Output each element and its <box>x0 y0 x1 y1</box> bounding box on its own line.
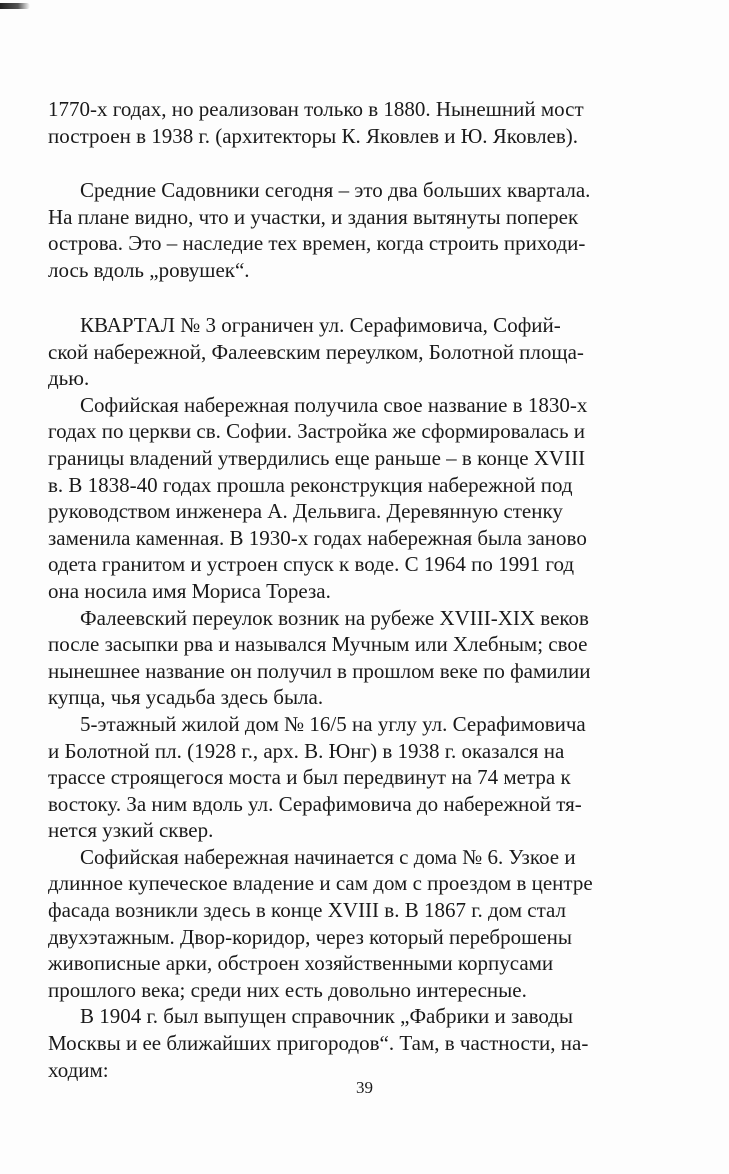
text-line: Москвы и ее ближайших пригородов“. Там, в частности, на- <box>48 1031 589 1056</box>
paragraph-5 <box>48 605 668 711</box>
text-block-top <box>48 96 668 149</box>
text-block-main <box>48 312 668 1083</box>
paragraph-8 <box>48 1003 668 1083</box>
scan-edge-mark <box>0 3 30 9</box>
text-line: после засыпки рва и назывался Мучным или Хлебным; свое <box>48 632 588 657</box>
paragraph-7 <box>48 844 668 1004</box>
text-line: нется узкий сквер. <box>48 818 214 843</box>
text-line: 1770-х годах, но реализован только в 1880. Нынешний мост <box>48 97 584 121</box>
text-line: построен в 1938 г. (архитекторы К. Яковлев и Ю. Яковлев). <box>48 123 579 148</box>
text-line: нынешнее название он получил в прошлом веке по фамилии <box>48 658 591 683</box>
text-line: КВАРТАЛ № 3 ограничен ул. Серафимовича, Софий- <box>80 313 561 337</box>
text-line: живописные арки, обстроен хозяйственными корпусами <box>48 951 554 976</box>
text-line: границы владений утвердились еще раньше – в конце XVIII <box>48 445 586 470</box>
text-line: востоку. За ним вдоль ул. Серафимовича до набережной тя- <box>48 791 582 816</box>
text-line: прошлого века; среди них есть довольно интересные. <box>48 977 527 1002</box>
paragraph-6 <box>48 711 668 844</box>
text-line: На плане видно, что и участки, и здания вытянуты поперек <box>48 204 579 229</box>
text-line: 5-этажный жилой дом № 16/5 на углу ул. Серафимовича <box>80 711 586 736</box>
text-line: Софийская набережная начинается с дома № 6. Узкое и <box>80 844 576 869</box>
text-line: острова. Это – наследие тех времен, когда строить приходи- <box>48 231 586 256</box>
paragraph-4 <box>48 392 668 605</box>
text-block-middle <box>48 177 668 283</box>
text-line: в. В 1838-40 годах прошла реконструкция набережной под <box>48 472 573 497</box>
text-line: длинное купеческое владение и сам дом с проездом в центре <box>48 871 593 896</box>
paragraph-3 <box>48 312 668 392</box>
text-line: Фалеевский переулок возник на рубеже XVIII-XIX веков <box>80 605 589 630</box>
text-line: ской набережной, Фалеевским переулком, Болотной площа- <box>48 339 584 364</box>
text-line: Софийская набережная получила свое название в 1830-х <box>80 392 588 417</box>
text-line: трассе строящегося моста и был передвинут на 74 метра к <box>48 765 571 790</box>
text-line: дью. <box>48 366 90 391</box>
text-line: заменила каменная. В 1930-х годах набережная была заново <box>48 525 587 550</box>
text-line: одета гранитом и устроен спуск к воде. С 1964 по 1991 год <box>48 552 575 577</box>
text-line: лось вдоль „ровушек“. <box>48 257 250 282</box>
text-line: Средние Садовники сегодня – это два больших квартала. <box>80 178 591 202</box>
paragraph-2 <box>48 177 668 283</box>
text-line: годах по церкви св. Софии. Застройка же сформировалась и <box>48 419 586 444</box>
text-line: и Болотной пл. (1928 г., арх. В. Юнг) в 1938 г. оказался на <box>48 738 565 763</box>
text-line: фасада возникли здесь в конце XVIII в. В 1867 г. дом стал <box>48 898 567 923</box>
text-line: она носила имя Мориса Тореза. <box>48 578 331 603</box>
text-line: В 1904 г. был выпущен справочник „Фабрики и заводы <box>80 1004 574 1029</box>
text-line: двухэтажным. Двор-коридор, через который переброшены <box>48 924 572 949</box>
page-number: 39 <box>356 1078 373 1097</box>
text-line: купца, чья усадьба здесь была. <box>48 685 324 710</box>
text-line: руководством инженера А. Дельвига. Деревянную стенку <box>48 499 563 524</box>
text-line: ходим: <box>48 1057 109 1082</box>
paragraph-1 <box>48 96 668 149</box>
